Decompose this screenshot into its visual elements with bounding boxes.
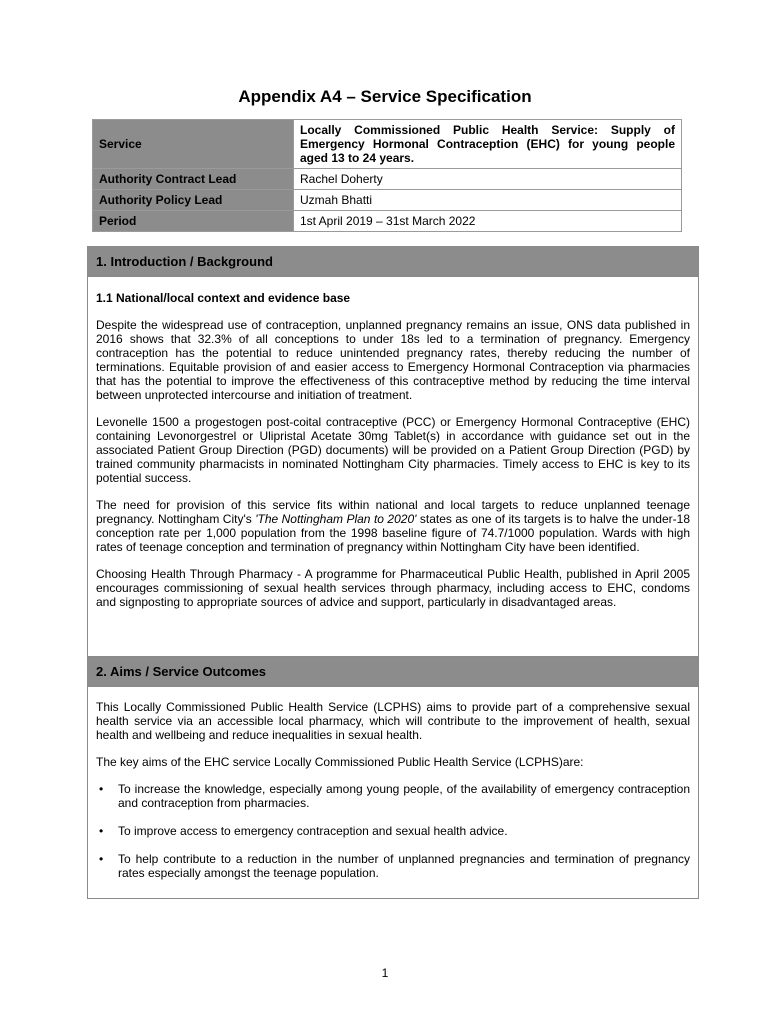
list-item [96,824,690,838]
paragraph-text: states as one of its targets is to halve the under-18 conception rate per 1,000 population from the 1998 baseline figure of 74.7/1000 population. Wards with high rates of teenage conception and termination of pregnancy within Nottingham City have been identified. [96,512,690,554]
list-item [96,782,690,810]
spec-label: Period [93,211,294,232]
section-body [88,291,698,609]
spec-value: Uzmah Bhatti [294,190,682,211]
list-item-text: To improve access to emergency contraception and sexual health advice. [118,824,508,838]
page-number: 1 [381,966,389,980]
paragraph: Despite the widespread use of contraception, unplanned pregnancy remains an issue, ONS data published in 2016 shows that 32.3% of all conceptions to under 18s led to a termination of pregnancy. Emergency contraception has the potential to reduce unintended pregnancy rates, thereby reducing the number of terminations. Equitable provision of and easier access to Emergency Hormonal Contraception via pharmacies that has the potential to improve the effectiveness of this contraceptive method by reducing the time interval between unprotected intercourse and initiation of treatment. [96,318,690,402]
spec-label: Service [93,120,294,169]
bullet-icon: • [99,852,104,866]
paragraph: The key aims of the EHC service Locally Commissioned Public Health Service (LCPHS)are: [96,755,584,769]
section-heading: 1. Introduction / Background [88,247,698,277]
table-row [93,169,682,190]
section-heading: 2. Aims / Service Outcomes [88,657,698,687]
paragraph-text: The need for provision of this service fits within national and local targets to reduce unplanned teenage pregnancy. Nottingham City's [96,498,690,526]
table-row [93,190,682,211]
page-title: Appendix A4 – Service Specification [238,87,532,106]
plan-title: 'The Nottingham Plan to 2020' [255,512,417,526]
section-body [88,700,698,880]
list-item-text: To increase the knowledge, especially among young people, of the availability of emergency contraception and contraception from pharmacies. [118,782,690,810]
list-item-text: To help contribute to a reduction in the number of unplanned pregnancies and termination of pregnancy rates especially amongst the teenage population. [118,852,690,880]
section-introduction [87,246,699,657]
paragraph: Choosing Health Through Pharmacy - A programme for Pharmaceutical Public Health, published in April 2005 encourages commissioning of sexual health services through pharmacy, including access to EHC, condoms and signposting to appropriate sources of advice and support, particularly in disadvantaged areas. [96,567,690,609]
table-row [93,211,682,232]
spec-label: Authority Contract Lead [93,169,294,190]
bullet-icon: • [99,824,104,838]
section-aims [87,656,699,899]
spec-label: Authority Policy Lead [93,190,294,211]
spec-value: Rachel Doherty [294,169,682,190]
paragraph [96,498,690,554]
spec-value: Locally Commissioned Public Health Service: Supply of Emergency Hormonal Contraception (EHC) for young people aged 13 to 24 years. [294,120,682,169]
paragraph: This Locally Commissioned Public Health Service (LCPHS) aims to provide part of a comprehensive sexual health service via an accessible local pharmacy, which will contribute to the improvement of health, sexual health and wellbeing and reduce inequalities in sexual health. [96,700,690,742]
bullet-icon: • [99,782,104,796]
service-spec-table [92,119,682,232]
table-row [93,120,682,169]
subsection-heading: 1.1 National/local context and evidence base [96,291,351,305]
paragraph: Levonelle 1500 a progestogen post-coital contraceptive (PCC) or Emergency Hormonal Contraceptive (EHC) containing Levonorgestrel or Ulipristal Acetate 30mg Tablet(s) in accordance with guidance set out in the associated Patient Group Direction (PGD) documents) will be provided on a Patient Group Direction (PGD) by trained community pharmacists in nominated Nottingham City pharmacies. Timely access to EHC is key to its potential success. [96,415,690,485]
aims-list [96,782,690,880]
spec-value: 1st April 2019 – 31st March 2022 [294,211,682,232]
list-item [96,852,690,880]
